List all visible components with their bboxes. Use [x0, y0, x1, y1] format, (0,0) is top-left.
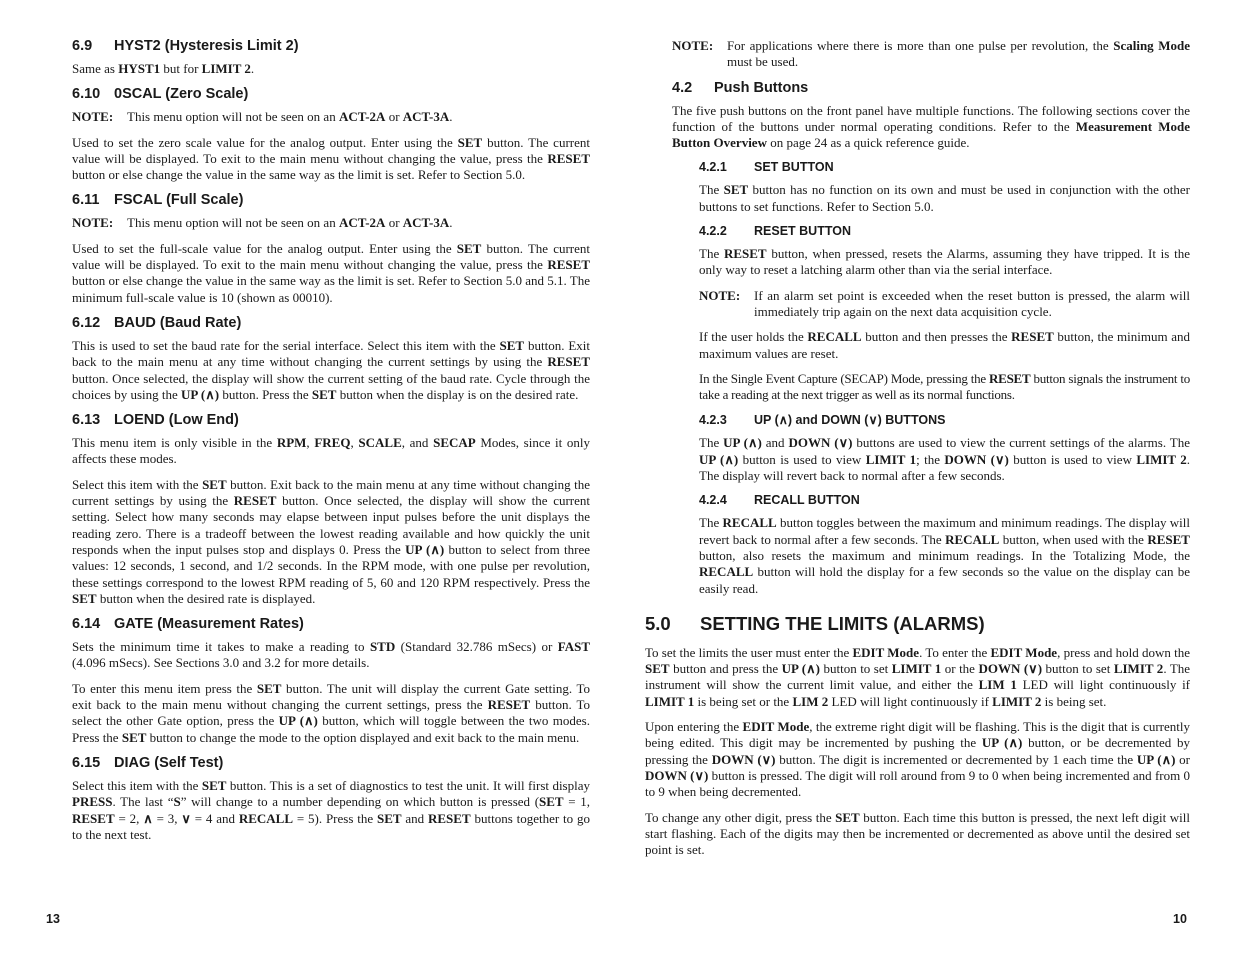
paragraph: Select this item with the SET button. Exit back to the main menu at any time without changing the current settings by using the RESET button. Once selected, the display will show the current setting. Select how many seconds may elapse between input pulses before the unit displays the reading zero. There is a tradeoff between the lowest reading available and how quickly the unit responds when the input pulses stop and displays 0. Press the UP (∧) button to select from three values: 12 seconds, 1 second, and 1/2 seconds. In the RPM mode, with one pulse per revolution, these settings correspond to the lowest RPM reading of 5, 60 and 120 RPM respectively. Press the SET button when the desired rate is displayed. [72, 476, 591, 606]
paragraph: Used to set the zero scale value for the analog output. Enter using the SET button. The current value will be displayed. To exit to the main menu without changing the value, press the RESET button or else change the value in the same way as the limit is set. Refer to Section 5.0. [72, 134, 590, 183]
section-heading: 6.11 FSCAL (Full Scale) [72, 192, 244, 209]
left-page [72, 38, 590, 852]
paragraph: The UP (∧) and DOWN (∨) buttons are used to view the current settings of the alarms. The UP (∧) button is used to view LIMIT 1; the DOWN (∨) button is used to view LIMIT 2. The display will revert back to normal after a few seconds. [699, 435, 1191, 484]
section-heading: 6.13 LOEND (Low End) [72, 412, 239, 429]
page-number-left: 13 [46, 912, 60, 926]
section-heading: 6.10 0SCAL (Zero Scale) [72, 86, 249, 103]
paragraph: Same as HYST1 but for LIMIT 2. [72, 61, 255, 76]
note: NOTE: If an alarm set point is exceeded when the reset button is pressed, the alarm will immediately trip again on the next data acquisition cycle. [699, 287, 1190, 319]
paragraph: This menu item is only visible in the RPM, FREQ, SCALE, and SECAP Modes, since it only affects these modes. [72, 435, 591, 467]
subsection-heading: 4.2.2 RESET BUTTON [699, 224, 851, 239]
paragraph: The five push buttons on the front panel have multiple functions. The following sections cover the function of the buttons under normal operating conditions. Refer to the Measurement Mode Button Overview on page 24 as a quick reference guide. [672, 102, 1191, 151]
paragraph: This is used to set the baud rate for the serial interface. Select this item with the SET button. Exit back to the main menu at any time without changing the current settings by using the RESET button. Once selected, the display will show the current setting of the baud rate. Cycle through the choices by using the UP (∧) button. Press the SET button when the display is on the desired rate. [72, 337, 590, 402]
section-heading: 6.14 GATE (Measurement Rates) [72, 616, 304, 633]
note: NOTE: This menu option will not be seen on an ACT-2A or ACT-3A. [72, 109, 453, 125]
paragraph: The RECALL button toggles between the maximum and minimum readings. The display will revert back to normal after a few seconds. The RECALL button, when used with the RESET button, also resets the maximum and minimum readings. In the Totalizing Mode, the RECALL button will hold the display for a few seconds so the value on the display can be easily read. [699, 515, 1190, 596]
paragraph: Select this item with the SET button. This is a set of diagnostics to test the unit. It will first display PRESS. The last “S” will change to a number depending on which button is pressed (SET = 1, RESET = 2, ∧ = 3, ∨ = 4 and RECALL = 5). Press the SET and RESET buttons together to go to the next test. [72, 777, 590, 842]
subsection-heading: 4.2.3 UP (∧) and DOWN (∨) BUTTONS [699, 413, 946, 428]
paragraph: To enter this menu item press the SET button. The unit will display the current Gate setting. To exit back to the main menu without changing the current settings, press the RESET button. To select the other Gate option, press the UP (∧) button, which will toggle between the two modes. Press the SET button to change the mode to the option displayed and exit back to the main menu. [72, 680, 590, 745]
paragraph: Used to set the full-scale value for the analog output. Enter using the SET button. The current value will be displayed. To exit to the main menu without changing the value, press the RESET button or else change the value in the same way as the limit is set. Refer to Section 5.0 and 5.1. The minimum full-scale value is 10 (shown as 00010). [72, 240, 590, 305]
paragraph: The SET button has no function on its own and must be used in conjunction with the other buttons to set functions. Refer to Section 5.0. [699, 182, 1191, 214]
section-heading: 4.2 Push Buttons [672, 79, 809, 96]
paragraph: Upon entering the EDIT Mode, the extreme right digit will be flashing. This is the digit that is currently being edited. This digit may be incremented by pushing the UP (∧) button, or be decremented by pressing the DOWN (∨) button. The digit is incremented or decremented by 1 each time the UP (∧) or DOWN (∨) button is pressed. The digit will roll around from 9 to 0 when being incremented and from 0 to 9 when being decremented. [645, 719, 1191, 800]
page-number-right: 10 [1173, 912, 1187, 926]
chapter-heading: 5.0 SETTING THE LIMITS (ALARMS) [645, 612, 985, 634]
paragraph: If the user holds the RECALL button and then presses the RESET button, the minimum and maximum values are reset. [699, 329, 1190, 361]
paragraph: To set the limits the user must enter the EDIT Mode. To enter the EDIT Mode, press and hold down the SET button and press the UP (∧) button to set LIMIT 1 or the DOWN (∨) button to set LIMIT 2. The instrument will show the current limit value, and either the LIM 1 LED will light continuously if LIMIT 1 is being set or the LIM 2 LED will light continuously if LIMIT 2 is being set. [645, 644, 1191, 709]
paragraph: In the Single Event Capture (SECAP) Mode, pressing the RESET button signals the instrument to take a reading at the next trigger as well as its normal functions. [699, 370, 1190, 403]
note: NOTE: For applications where there is more than one pulse per revolution, the Scaling Mode must be used. [672, 38, 1190, 70]
paragraph: To change any other digit, press the SET button. Each time this button is pressed, the next left digit will start flashing. Each of the digits may then be incremented or decremented as above until the desired set point is set. [645, 809, 1191, 858]
subsection-heading: 4.2.1 SET BUTTON [699, 160, 834, 175]
section-heading: 6.12 BAUD (Baud Rate) [72, 314, 242, 331]
paragraph: The RESET button, when pressed, resets the Alarms, assuming they have tripped. It is the only way to reset a latching alarm other than via the serial interface. [699, 246, 1190, 278]
section-heading: 6.15 DIAG (Self Test) [72, 754, 224, 771]
note: NOTE: This menu option will not be seen on an ACT-2A or ACT-3A. [72, 215, 453, 231]
right-page [645, 38, 1190, 867]
paragraph: Sets the minimum time it takes to make a reading to STD (Standard 32.786 mSecs) or FAST (4.096 mSecs). See Sections 3.0 and 3.2 for more details. [72, 639, 591, 671]
section-heading: 6.9 HYST2 (Hysteresis Limit 2) [72, 38, 299, 54]
subsection-heading: 4.2.4 RECALL BUTTON [699, 493, 860, 508]
